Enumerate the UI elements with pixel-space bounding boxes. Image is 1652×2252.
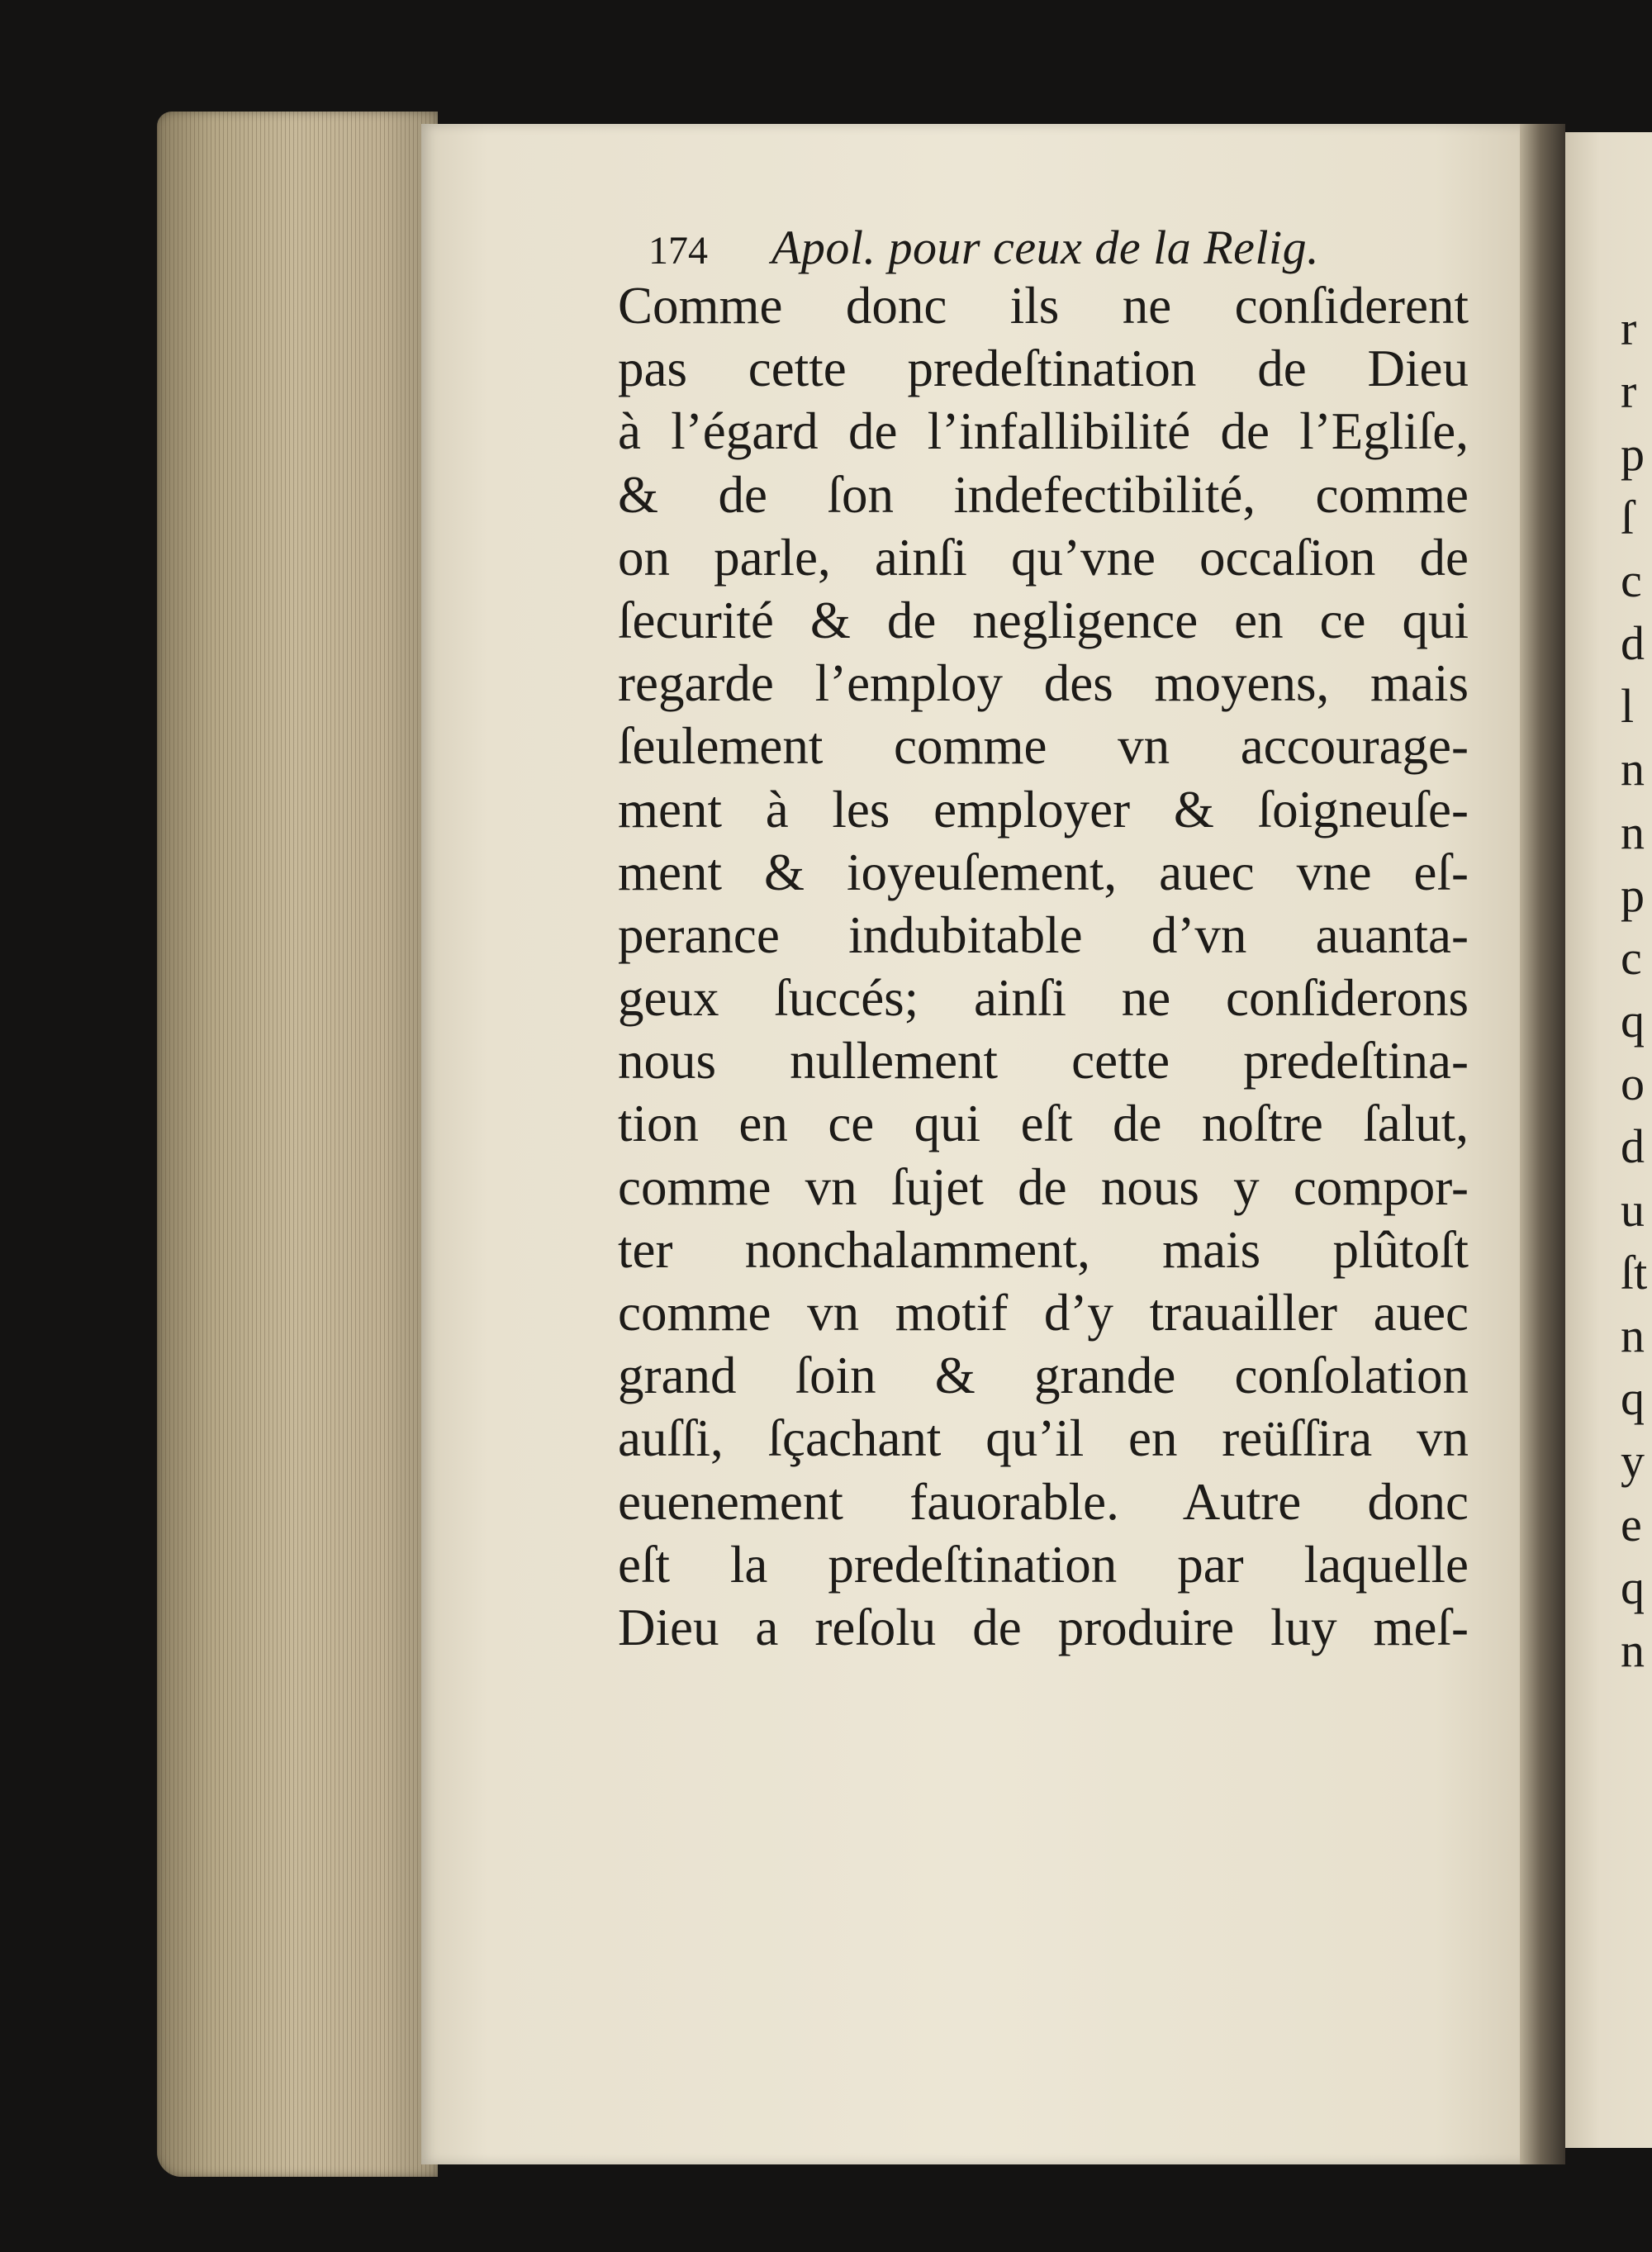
facing-fragment: n — [1621, 742, 1645, 796]
text-line: comme vn ſujet de nous y compor- — [618, 1157, 1469, 1216]
text-line: auſſi, ſçachant qu’il en reüſſira vn — [618, 1409, 1469, 1468]
text-line: euenement fauorable. Autre donc — [618, 1472, 1469, 1531]
facing-fragment: d — [1621, 615, 1645, 670]
facing-fragment: ſt — [1621, 1245, 1648, 1299]
text-line: ter nonchalamment, mais plûtoſt — [618, 1220, 1469, 1279]
facing-fragment: c — [1621, 930, 1642, 985]
text-line: geux ſuccés; ainſi ne conſiderons — [618, 969, 1469, 1028]
text-line: tion en ce qui eſt de noſtre ſalut, — [618, 1095, 1469, 1153]
facing-fragment: n — [1621, 805, 1645, 859]
facing-fragment: o — [1621, 1057, 1645, 1111]
facing-fragment: l — [1621, 679, 1635, 734]
text-line: perance indubitable d’vn auanta- — [618, 905, 1469, 964]
facing-fragment: q — [1621, 994, 1645, 1048]
text-line: eſt la predeſtination par laquelle — [618, 1535, 1469, 1594]
facing-fragment: d — [1621, 1119, 1645, 1174]
page-edges — [157, 112, 438, 2177]
facing-fragment: n — [1621, 1309, 1645, 1362]
text-line: Comme donc ils ne conſiderent — [618, 277, 1469, 335]
text-line: & de ſon indefectibilité, comme — [618, 465, 1469, 524]
facing-fragment: y — [1621, 1434, 1645, 1489]
facing-fragment: c — [1621, 553, 1642, 607]
body-text — [618, 274, 1469, 1659]
facing-fragment: p — [1621, 867, 1645, 922]
text-line: nous nullement cette predeſtina- — [618, 1032, 1469, 1090]
facing-fragment: p — [1621, 427, 1645, 482]
text-line: ſecurité & de negligence en ce qui — [618, 591, 1469, 649]
facing-page-text — [1621, 297, 1652, 1682]
facing-fragment: q — [1621, 1560, 1645, 1614]
facing-fragment: n — [1621, 1622, 1645, 1677]
text-line: ſeulement comme vn accourage- — [618, 717, 1469, 776]
text-line: Dieu a reſolu de produire luy meſ- — [618, 1598, 1469, 1656]
text-line: pas cette predeſtination de Dieu — [618, 340, 1469, 398]
text-line: on parle, ainſi qu’vne occaſion de — [618, 528, 1469, 587]
facing-fragment: e — [1621, 1497, 1642, 1551]
text-line: ment à les employer & ſoigneuſe- — [618, 780, 1469, 839]
page-header — [648, 219, 1392, 277]
facing-fragment: q — [1621, 1371, 1645, 1426]
text-line: regarde l’employ des moyens, mais — [618, 654, 1469, 713]
text-line: à l’égard de l’infallibilité de l’Egliſe, — [618, 402, 1469, 461]
page-number: 174 — [648, 229, 708, 273]
facing-fragment: r — [1621, 364, 1637, 419]
text-line: comme vn motif d’y trauailler auec — [618, 1284, 1469, 1342]
text-line: grand ſoin & grande conſolation — [618, 1347, 1469, 1405]
facing-fragment: r — [1621, 302, 1637, 355]
text-line: ment & ioyeuſement, auec vne eſ- — [618, 843, 1469, 901]
running-title: Apol. pour ceux de la Relig. — [771, 221, 1320, 274]
facing-fragment: ſ — [1621, 490, 1635, 544]
facing-fragment: u — [1621, 1182, 1645, 1237]
book-gutter — [1520, 124, 1565, 2164]
